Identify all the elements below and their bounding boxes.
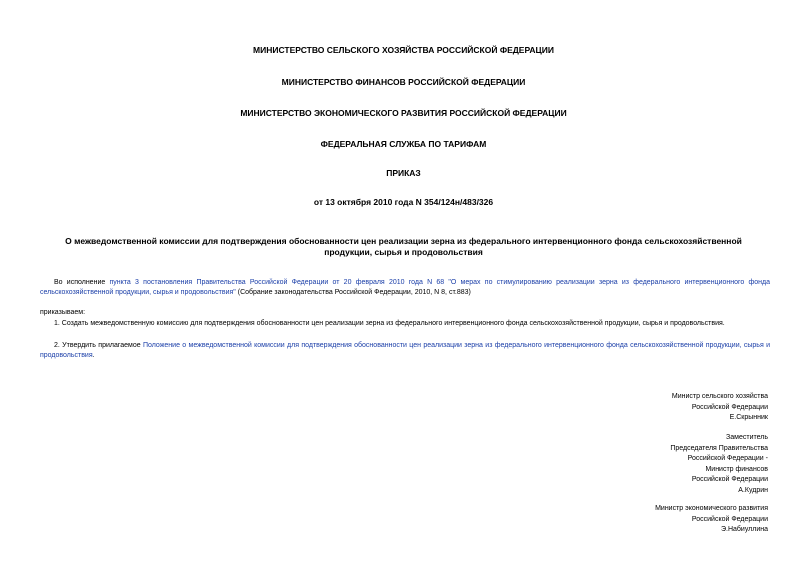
order-item-1: 1. Создать межведомственную комиссию для подтверждения обоснованности цен реализации зерна из федерального интервенционного фонда сельскохозяйственной продукции, сырья и продовольствия. [54,320,725,327]
order-date: от 13 октября 2010 года N 354/124н/483/326 [313,197,494,207]
document-title: О межведомственной комиссии для подтверждения обоснованности цен реализации зерна из федерального интервенционного фонда сельскохозяйственной продукции, сырья и продовольствия [65,236,742,257]
signature-line: Министр сельского хозяйства [671,393,768,400]
item2-suffix: . [92,351,95,359]
signature-line: Министр финансов [705,465,768,473]
order-word: приказываем: [40,309,86,316]
signature-line: Председателя Правительства [670,444,768,452]
signature-line: Российской Федерации [691,476,768,483]
heading-ministry-economy: МИНИСТЕРСТВО ЭКОНОМИЧЕСКОГО РАЗВИТИЯ РОССИЙСКОЙ ФЕДЕРАЦИИ [240,108,567,118]
signature-name: А.Кудрин [738,486,768,494]
signature-block-finance [670,433,768,496]
signature-line: Российской Федерации [691,403,768,411]
preamble-prefix: Во исполнение [54,279,110,286]
preamble-decree-link[interactable]: пункта 3 постановления Правительства Российской Федерации от 20 февраля 2010 года N 68 "О мерах по стимулированию реализации зерна из федерального интервенционного фонда сельскохозяйственной продукции, сырья и продовольствия" [40,279,771,296]
heading-tariff-service: ФЕДЕРАЛЬНАЯ СЛУЖБА ПО ТАРИФАМ [320,139,487,149]
signature-block-economy [655,504,768,536]
item2-prefix: 2. Утвердить прилагаемое [54,342,143,349]
signature-name: Е.Скрынник [729,414,768,421]
heading-ministry-agriculture: МИНИСТЕРСТВО СЕЛЬСКОГО ХОЗЯЙСТВА РОССИЙСКОЙ ФЕДЕРАЦИИ [253,45,554,55]
heading-ministry-finance: МИНИСТЕРСТВО ФИНАНСОВ РОССИЙСКОЙ ФЕДЕРАЦИИ [281,77,526,87]
regulation-link[interactable]: Положение о межведомственной комиссии для подтверждения обоснованности цен реализации зерна из федерального интервенционного фонда сельскохозяйственной продукции, сырья и продовольствия [40,342,770,359]
signature-block-agriculture [672,392,768,424]
signature-line: Заместитель [726,434,768,441]
order-item-2 [40,341,770,360]
signature-line: Российской Федерации - [687,455,768,462]
signature-name: Э.Набиуллина [720,526,768,533]
heading-order: ПРИКАЗ [386,168,421,178]
preamble-suffix: (Собрание законодательства Российской Федерации, 2010, N 8, ст.883) [235,288,471,296]
preamble-paragraph [40,278,770,297]
signature-line: Министр экономического развития [655,505,768,512]
signature-line: Российской Федерации [691,515,768,523]
